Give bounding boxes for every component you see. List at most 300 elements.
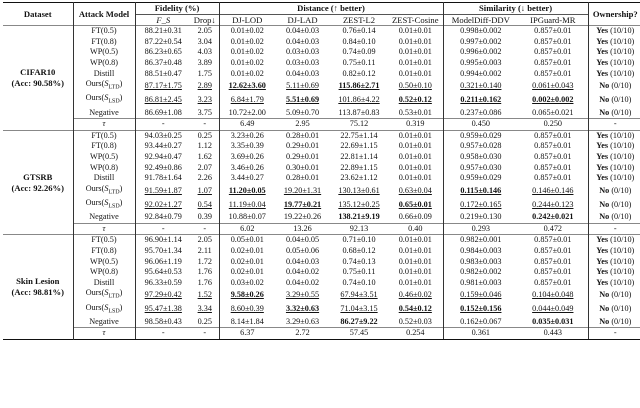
cell-drop: 3.34 [191,303,219,317]
table-row [3,37,640,48]
cell-ddv: 0.959±0.029 [443,130,518,141]
tau-lad: 2.95 [275,119,330,131]
dataset-accuracy: (Acc: 90.58%) [11,78,64,88]
cell-drop: 2.07 [191,163,219,174]
cell-fs: 91.59±1.87 [144,185,182,195]
dataset-name: GTSRB [23,171,53,182]
cell-drop: 0.39 [191,212,219,223]
cell-fs: 86.81±2.45 [144,95,182,105]
tau-cos: 0.40 [388,223,443,235]
cell-ddv: 0.997±0.002 [460,36,502,46]
attack-model-cell: $Ours(S_{LSD})$ [73,93,135,107]
tau-drop: - [191,328,219,340]
cell-ddv: 0.219±0.130 [460,212,502,222]
header-attack-model: Attack Model [73,3,135,26]
cell-lod: 0.03±0.02 [230,277,264,287]
cell-lod: 3.23±0.26 [219,130,275,141]
attack-model-cell: $Ours(S_{LTD})$ [73,184,135,198]
cell-l2: 71.04±3.15 [340,304,378,314]
table-body [3,26,640,340]
cell-fs: 97.29±0.42 [144,290,182,300]
cell-lad: 0.03±0.03 [285,47,320,57]
tau-fs: - [135,328,191,340]
cell-lad: 0.04±0.02 [285,267,320,277]
cell-mr: 0.065±0.021 [518,108,588,119]
header-zest-l2: ZEST-L2 [330,14,388,26]
cell-l2: 0.68±0.12 [342,246,376,256]
ownership-cell: No (0/10) [599,199,632,209]
attack-model-cell: Negative [73,317,135,328]
cell-mr: 0.857±0.01 [518,257,588,268]
cell-ddv: 0.162±0.067 [460,316,502,326]
cell-mr: 0.857±0.01 [518,278,588,289]
ownership-cell: No (0/10) [599,107,632,117]
cell-fs: 92.94±0.47 [144,152,182,161]
attack-model-cell: Distill [73,69,135,80]
cell-ddv: 0.982±0.001 [443,235,518,246]
ownership-cell: Yes (10/10) [596,68,635,78]
cell-lod: 6.84±1.79 [230,95,264,105]
cell-cos: 0.01±0.01 [388,173,443,184]
tau-fs: - [135,223,191,235]
cell-drop: 4.03 [191,47,219,58]
table-row [3,267,640,278]
table-row [3,198,640,212]
cell-fs: 86.37±0.48 [144,57,182,67]
cell-ddv: 0.211±0.162 [460,95,502,105]
cell-lad: 0.04±0.02 [285,277,320,287]
cell-cos: 0.01±0.01 [388,152,443,163]
cell-drop: 1.75 [191,69,219,80]
table-row [3,152,640,163]
cell-cos: 0.01±0.01 [388,163,443,174]
cell-lod: 3.69±0.26 [230,152,264,161]
dataset-cell [3,130,73,235]
tau-label: τ [73,119,135,131]
table-row [3,79,640,93]
cell-cos: 0.01±0.01 [388,130,443,141]
cell-drop: 1.72 [191,257,219,268]
table-row [3,58,640,69]
cell-l2: 0.75±0.11 [342,267,376,277]
cell-drop: 3.23 [191,93,219,107]
cell-ddv: 0.172±0.165 [460,199,502,209]
tau-fs: - [135,119,191,131]
cell-fs: 88.21±0.31 [135,26,191,37]
cell-l2: 101.86±4.22 [338,95,380,105]
tau-cos: 0.254 [388,328,443,340]
cell-cos: 0.01±0.01 [388,278,443,289]
cell-cos: 0.53±0.01 [388,108,443,119]
cell-l2: 67.94±3.51 [340,290,378,300]
cell-mr: 0.857±0.01 [518,69,588,80]
cell-cos: 0.01±0.01 [388,69,443,80]
cell-mr: 0.857±0.01 [518,47,588,58]
cell-l2: 135.12±0.25 [338,199,380,209]
ownership-cell: Yes (10/10) [596,256,635,266]
cell-mr: 0.044±0.049 [518,303,588,317]
attack-model-cell: WP(0.5) [73,257,135,268]
cell-lod: 0.01±0.02 [230,36,264,46]
cell-drop: 3.75 [191,108,219,119]
dataset-accuracy: (Acc: 92.26%) [11,182,64,193]
cell-fs: 95.64±0.53 [144,267,182,277]
ownership-cell: No (0/10) [599,95,632,105]
tau-drop: - [191,223,219,235]
cell-ddv: 0.959±0.029 [460,173,502,183]
cell-l2: 22.69±1.15 [340,141,378,151]
cell-lad: 3.29±0.63 [285,316,320,326]
cell-ddv: 0.115±0.146 [460,185,502,195]
attack-model-cell: FT(0.5) [73,235,135,246]
ownership-cell: Yes (10/10) [596,36,635,46]
ownership-cell: Yes (10/10) [596,246,635,256]
cell-fs: 86.69±1.08 [144,107,182,117]
cell-cos: 0.01±0.01 [388,26,443,37]
header-zest-cosine: ZEST-Cosine [388,14,443,26]
cell-mr: 0.857±0.01 [518,163,588,174]
cell-drop: 0.25 [191,317,219,328]
ownership-cell: Yes (10/10) [596,141,635,151]
attack-model-cell: $Ours(S_{LTD})$ [73,79,135,93]
cell-mr: 0.244±0.123 [518,198,588,212]
tau-lod: 6.49 [219,119,275,131]
tau-own: - [588,119,640,131]
cell-ddv: 0.995±0.003 [460,57,502,67]
tau-row [3,119,640,131]
ownership-cell: Yes (10/10) [596,267,635,277]
attack-model-cell: FT(0.5) [73,26,135,37]
cell-drop: 2.26 [191,173,219,184]
attack-model-cell: WP(0.8) [73,163,135,174]
cell-mr: 0.104±0.048 [518,288,588,302]
cell-lod: 10.72±2.00 [228,107,266,117]
attack-model-cell: WP(0.5) [73,47,135,58]
tau-row [3,223,640,235]
cell-mr: 0.857±0.01 [518,130,588,141]
ownership-cell: No (0/10) [599,185,632,195]
cell-l2: 0.74±0.10 [342,277,376,287]
cell-lod: 0.02±0.01 [230,246,264,256]
cell-lod: 9.58±0.26 [230,290,264,300]
cell-ddv: 0.983±0.003 [460,256,502,266]
table-row [3,93,640,107]
cell-lad: 5.51±0.69 [285,95,320,105]
cell-mr: 0.035±0.031 [518,317,588,328]
cell-ddv: 0.981±0.003 [460,277,502,287]
cell-lod: 8.60±0.39 [230,304,264,314]
cell-cos: 0.50±0.10 [388,79,443,93]
cell-mr: 0.857±0.01 [518,235,588,246]
cell-mr: 0.857±0.01 [518,246,588,257]
ownership-cell: Yes (10/10) [596,57,635,67]
table-row [3,163,640,174]
cell-cos: 0.54±0.12 [388,303,443,317]
table-row [3,130,640,141]
cell-lad: 0.05±0.06 [285,246,320,256]
dataset-cell [3,235,73,340]
ownership-cell: No (0/10) [599,304,632,314]
table-row [3,184,640,198]
dataset-name: CIFAR10 [20,67,56,77]
cell-drop: 2.05 [191,235,219,246]
cell-lod: 11.19±0.04 [228,199,266,209]
attack-model-cell: FT(0.8) [73,37,135,48]
header-similarity: Similarity (↓ better) [443,3,588,15]
cell-cos: 0.01±0.01 [388,246,443,257]
cell-lad: 0.29±0.01 [285,152,320,161]
cell-mr: 0.857±0.01 [518,267,588,278]
cell-lad: 0.03±0.03 [285,57,320,67]
table-row [3,235,640,246]
cell-ddv: 0.998±0.002 [443,26,518,37]
attack-model-cell: Distill [73,278,135,289]
cell-l2: 0.74±0.13 [342,256,376,266]
cell-fs: 87.17±1.75 [144,80,182,90]
cell-l2: 0.75±0.11 [342,57,376,67]
cell-drop: 2.05 [191,26,219,37]
cell-fs: 94.03±0.25 [135,130,191,141]
cell-l2: 22.75±1.14 [330,130,388,141]
cell-cos: 0.52±0.03 [388,317,443,328]
cell-fs: 98.58±0.43 [144,316,182,326]
cell-l2: 113.87±0.83 [338,107,380,117]
tau-label: τ [73,223,135,235]
header-distance: Distance (↑ better) [219,3,443,15]
cell-lod: 3.46±0.26 [230,162,264,172]
cell-lod: 8.14±1.84 [230,316,264,326]
tau-lad: 2.72 [275,328,330,340]
ownership-cell: No (0/10) [599,316,632,326]
cell-l2: 138.21±9.19 [338,212,380,222]
ownership-cell: No (0/10) [599,80,632,90]
table-row [3,47,640,58]
table-row [3,69,640,80]
table-row [3,26,640,37]
tau-lod: 6.37 [219,328,275,340]
cell-lad: 0.04±0.03 [285,256,320,266]
cell-drop: 1.76 [191,278,219,289]
cell-lod: 11.20±0.05 [228,185,266,195]
cell-lad: 0.04±0.05 [275,235,330,246]
cell-lad: 0.28±0.01 [285,173,320,183]
cell-drop: 1.76 [191,267,219,278]
attack-model-cell: Distill [73,173,135,184]
attack-model-cell: $Ours(S_{LSD})$ [73,303,135,317]
attack-model-cell: $Ours(S_{LTD})$ [73,288,135,302]
header-drop: Drop↓ [191,14,219,26]
cell-lad: 19.77±0.21 [283,199,322,209]
cell-lad: 5.11±0.69 [286,80,319,90]
cell-l2: 0.82±0.12 [342,68,376,78]
cell-l2: 130.13±0.61 [338,185,380,195]
cell-lod: 0.01±0.02 [230,68,264,78]
cell-l2: 115.86±2.71 [338,80,380,90]
cell-cos: 0.01±0.01 [388,141,443,152]
cell-mr: 0.857±0.01 [518,152,588,163]
cell-ddv: 0.958±0.030 [460,152,502,161]
table-row [3,278,640,289]
cell-drop: 3.04 [191,37,219,48]
cell-lod: 0.01±0.02 [230,47,264,57]
attack-model-cell: FT(0.8) [73,246,135,257]
ownership-cell: Yes (10/10) [588,235,640,246]
header-ipguard-mr: IPGuard-MR [518,14,588,26]
tau-ddv: 0.293 [443,223,518,235]
cell-lad: 5.09±0.70 [285,107,320,117]
table-row [3,108,640,119]
attack-model-cell: $Ours(S_{LSD})$ [73,198,135,212]
tau-l2: 57.45 [330,328,388,340]
cell-lod: 12.62±3.60 [228,80,266,90]
cell-lad: 3.32±0.63 [285,304,320,314]
tau-own: - [588,328,640,340]
attack-model-cell: WP(0.8) [73,58,135,69]
tau-lad: 13.26 [275,223,330,235]
tau-cos: 0.319 [388,119,443,131]
cell-cos: 0.63±0.04 [388,184,443,198]
cell-fs: 93.44±0.27 [144,141,182,151]
table-row [3,317,640,328]
cell-fs: 91.78±1.64 [144,173,182,183]
cell-fs: 96.06±1.19 [144,256,182,266]
cell-lod: 0.01±0.02 [230,57,264,67]
cell-lad: 0.04±0.03 [285,36,320,46]
table-row [3,246,640,257]
tau-l2: 75.12 [330,119,388,131]
cell-cos: 0.01±0.01 [388,47,443,58]
cell-lad: 19.20±1.31 [283,185,322,195]
cell-drop: 1.12 [191,141,219,152]
dataset-cell [3,26,73,131]
tau-l2: 92.13 [330,223,388,235]
cell-ddv: 0.237±0.086 [460,107,502,117]
cell-drop: 2.89 [191,79,219,93]
tau-label: τ [73,328,135,340]
dataset-name: Skin Lesion [16,276,60,287]
cell-ddv: 0.982±0.002 [460,267,502,277]
cell-fs: 92.49±0.86 [144,162,182,172]
ownership-cell: Yes (10/10) [596,162,635,172]
cell-lod: 10.88±0.07 [228,212,266,222]
ownership-cell: Yes (10/10) [596,277,635,287]
cell-mr: 0.857±0.01 [518,58,588,69]
cell-l2: 0.74±0.09 [342,47,376,57]
cell-l2: 0.84±0.10 [342,36,376,46]
cell-l2: 86.27±9.22 [340,316,378,326]
cell-fs: 88.51±0.47 [144,68,182,78]
cell-l2: 23.62±1.12 [340,173,378,183]
cell-cos: 0.66±0.09 [388,212,443,223]
header-dj-lod: DJ-LOD [219,14,275,26]
cell-fs: 95.70±1.34 [144,246,182,256]
cell-drop: 3.89 [191,58,219,69]
attack-model-cell: WP(0.5) [73,152,135,163]
cell-lod: 0.01±0.02 [219,26,275,37]
cell-mr: 0.242±0.021 [518,212,588,223]
cell-fs: 86.23±0.65 [144,47,182,57]
ownership-cell: Yes (10/10) [596,47,635,57]
ownership-cell: Yes (10/10) [596,173,635,183]
ownership-cell: Yes (10/10) [596,152,635,161]
table-row [3,173,640,184]
cell-mr: 0.857±0.01 [518,37,588,48]
cell-drop: 1.62 [191,152,219,163]
cell-cos: 0.01±0.01 [388,235,443,246]
cell-l2: 0.76±0.14 [330,26,388,37]
cell-mr: 0.002±0.002 [518,93,588,107]
cell-cos: 0.01±0.01 [388,58,443,69]
cell-cos: 0.01±0.01 [388,257,443,268]
cell-lad: 0.30±0.01 [285,162,320,172]
ownership-cell: No (0/10) [599,212,632,222]
tau-lod: 6.02 [219,223,275,235]
cell-lad: 0.04±0.03 [275,26,330,37]
header-fidelity: Fidelity (%) [135,3,219,15]
cell-cos: 0.52±0.12 [388,93,443,107]
cell-fs: 87.22±0.54 [144,36,182,46]
cell-drop: 1.07 [191,184,219,198]
tau-mr: 0.443 [518,328,588,340]
cell-l2: 0.71±0.10 [330,235,388,246]
cell-fs: 96.90±1.14 [135,235,191,246]
results-table [3,2,640,340]
cell-ddv: 0.159±0.046 [460,290,502,300]
cell-lad: 0.28±0.01 [275,130,330,141]
cell-ddv: 0.152±0.156 [460,304,502,314]
cell-l2: 22.89±1.15 [340,162,378,172]
cell-fs: 96.33±0.59 [144,277,182,287]
cell-fs: 92.02±1.27 [144,199,182,209]
cell-lod: 3.44±0.27 [230,173,264,183]
tau-row [3,328,640,340]
attack-model-cell: FT(0.5) [73,130,135,141]
header-dj-lad: DJ-LAD [275,14,330,26]
header-fs: F_S [135,14,191,26]
header-dataset: Dataset [3,3,73,26]
header-modeldiff-ddv: ModelDiff-DDV [443,14,518,26]
header-ownership: Ownership? [588,3,640,26]
attack-model-cell: Negative [73,212,135,223]
cell-ddv: 0.957±0.028 [460,141,502,151]
cell-drop: 2.11 [191,246,219,257]
attack-model-cell: Negative [73,108,135,119]
tau-ddv: 0.450 [443,119,518,131]
cell-lod: 0.05±0.01 [219,235,275,246]
cell-ddv: 0.996±0.002 [460,47,502,57]
cell-lad: 19.22±0.26 [283,212,322,222]
cell-mr: 0.857±0.01 [518,173,588,184]
dataset-accuracy: (Acc: 98.81%) [11,287,64,298]
cell-cos: 0.01±0.01 [388,37,443,48]
cell-mr: 0.146±0.146 [518,184,588,198]
ownership-cell: No (0/10) [599,290,632,300]
cell-ddv: 0.994±0.002 [460,68,502,78]
cell-cos: 0.65±0.01 [388,198,443,212]
cell-lad: 0.04±0.03 [285,68,320,78]
attack-model-cell: FT(0.8) [73,141,135,152]
ownership-cell: Yes (10/10) [588,26,640,37]
attack-model-cell: WP(0.8) [73,267,135,278]
cell-mr: 0.857±0.01 [518,141,588,152]
cell-fs: 95.47±1.38 [144,304,182,314]
cell-l2: 22.81±1.14 [340,152,378,161]
cell-ddv: 0.957±0.030 [460,162,502,172]
cell-drop: 1.52 [191,288,219,302]
table-row [3,288,640,302]
cell-lad: 3.29±0.55 [285,290,320,300]
tau-ddv: 0.361 [443,328,518,340]
